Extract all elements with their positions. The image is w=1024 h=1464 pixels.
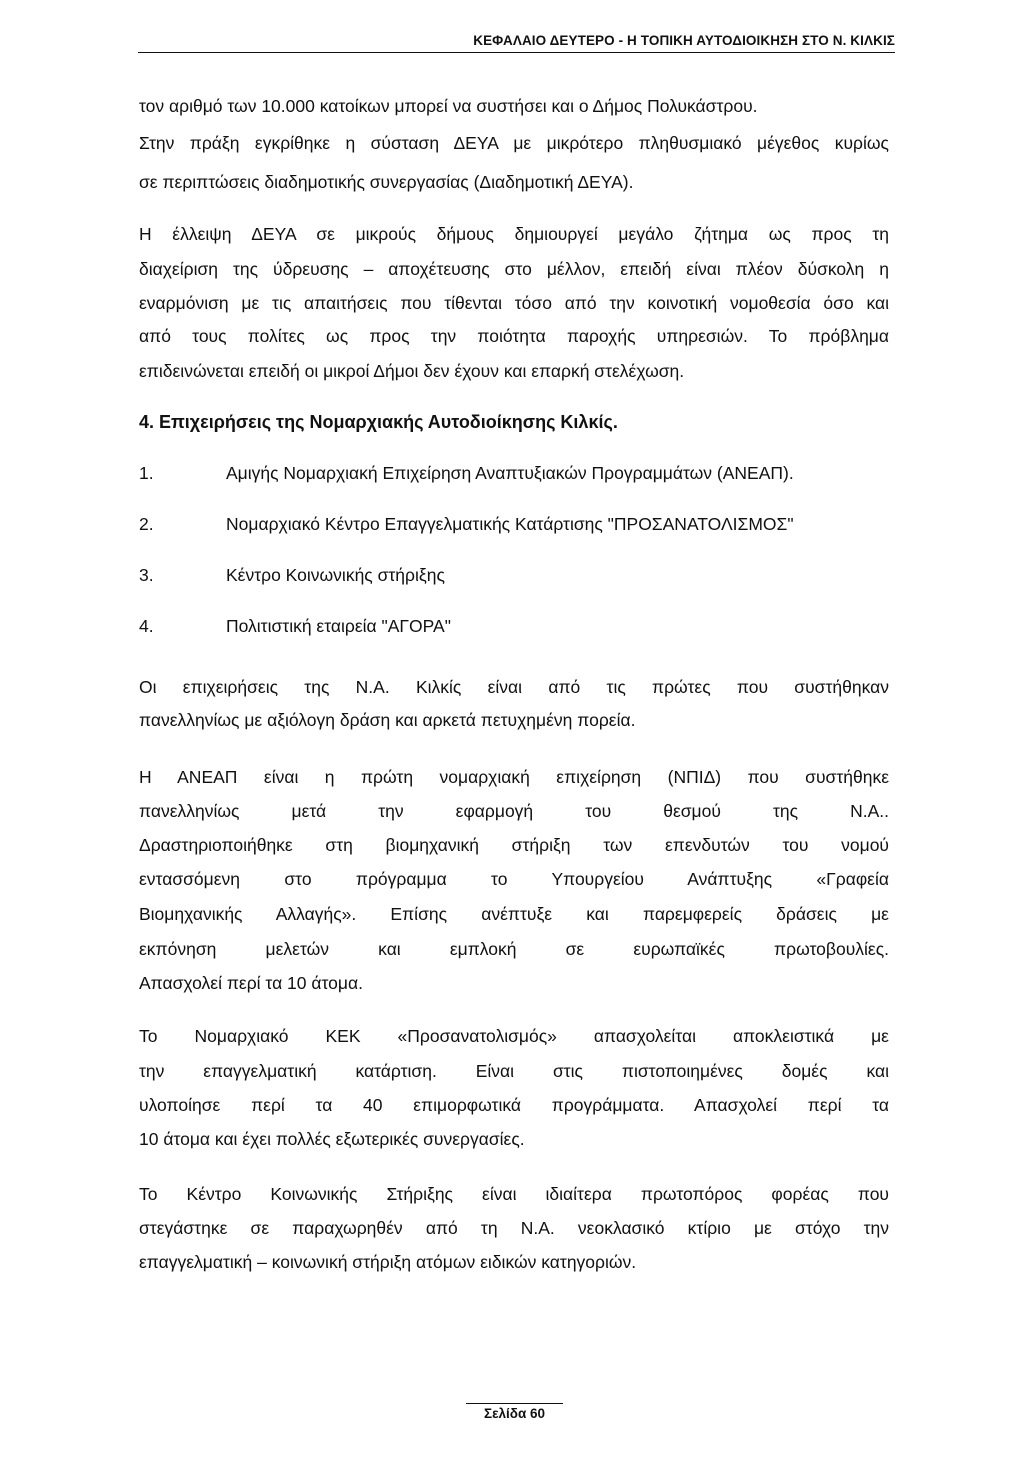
text-line: Βιομηχανικής Αλλαγής». Επίσης ανέπτυξε και παρεμφερείς δράσεις με [139,904,889,924]
footer-divider [466,1403,563,1404]
list-item-label: Αμιγής Νομαρχιακή Επιχείρηση Αναπτυξιακών Προγραμμάτων (ΑΝΕΑΠ). [226,463,794,483]
list-item-label: Πολιτιστική εταιρεία "ΑΓΟΡΑ" [226,616,451,636]
list-item-label: Κέντρο Κοινωνικής στήριξης [226,565,445,585]
header-divider [138,52,895,53]
text-line: 10 άτομα και έχει πολλές εξωτερικές συνεργασίες. [139,1129,525,1149]
text-line: τον αριθμό των 10.000 κατοίκων μπορεί να συστήσει και ο Δήμος Πολυκάστρου. [139,96,758,116]
text-line: Η ΑΝΕΑΠ είναι η πρώτη νομαρχιακή επιχείρηση (ΝΠΙΔ) που συστήθηκε [139,767,889,787]
text-line: στεγάστηκε σε παραχωρηθέν από τη Ν.Α. νεοκλασικό κτίριο με στόχο την [139,1218,889,1238]
text-line: Στην πράξη εγκρίθηκε η σύσταση ΔΕΥΑ με μικρότερο πληθυσμιακό μέγεθος κυρίως [139,133,889,153]
text-line: εναρμόνιση με τις απαιτήσεις που τίθενται τόσο από την κοινοτική νομοθεσία όσο και [139,293,889,313]
list-item-number: 1. [139,463,154,483]
text-line: επιδεινώνεται επειδή οι μικροί Δήμοι δεν έχουν και επαρκή στελέχωση. [139,361,685,381]
text-line: πανελληνίως με αξιόλογη δράση και αρκετά πετυχημένη πορεία. [139,710,636,730]
text-line: από τους πολίτες ως προς την ποιότητα παροχής υπηρεσιών. Το πρόβλημα [139,326,889,346]
text-line: Το Νομαρχιακό ΚΕΚ «Προσανατολισμός» απασχολείται αποκλειστικά με [139,1026,889,1046]
text-line: την επαγγελματική κατάρτιση. Είναι στις πιστοποιημένες δομές και [139,1061,889,1081]
text-line: πανελληνίως μετά την εφαρμογή του θεσμού της Ν.Α.. [139,801,889,821]
text-line: Δραστηριοποιήθηκε στη βιομηχανική στήριξη των επενδυτών του νομού [139,835,889,855]
text-line: επαγγελματική – κοινωνική στήριξη ατόμων ειδικών κατηγοριών. [139,1252,637,1272]
text-line: Η έλλειψη ΔΕΥΑ σε μικρούς δήμους δημιουργεί μεγάλο ζήτημα ως προς τη [139,224,889,244]
list-item-number: 4. [139,616,154,636]
text-line: Οι επιχειρήσεις της Ν.Α. Κιλκίς είναι από τις πρώτες που συστήθηκαν [139,677,889,697]
text-line: υλοποίησε περί τα 40 επιμορφωτικά προγράμματα. Απασχολεί περί τα [139,1095,889,1115]
list-item-number: 2. [139,514,154,534]
text-line: εντασσόμενη στο πρόγραμμα το Υπουργείου Ανάπτυξης «Γραφεία [139,869,889,889]
text-line: σε περιπτώσεις διαδημοτικής συνεργασίας (Διαδημοτική ΔΕΥΑ). [139,172,634,192]
list-item-label: Νομαρχιακό Κέντρο Επαγγελματικής Κατάρτισης "ΠΡΟΣΑΝΑΤΟΛΙΣΜΟΣ" [226,514,794,534]
section-heading: 4. Επιχειρήσεις της Νομαρχιακής Αυτοδιοίκησης Κιλκίς. [139,412,618,432]
text-line: Το Κέντρο Κοινωνικής Στήριξης είναι ιδιαίτερα πρωτοπόρος φορέας που [139,1184,889,1204]
text-line: εκπόνηση μελετών και εμπλοκή σε ευρωπαϊκές πρωτοβουλίες. [139,939,889,959]
text-line: διαχείριση της ύδρευσης – αποχέτευσης στο μέλλον, επειδή είναι πλέον δύσκολη η [139,259,889,279]
list-item-number: 3. [139,565,154,585]
text-line: Απασχολεί περί τα 10 άτομα. [139,973,363,993]
page-number: Σελίδα 60 [483,1406,546,1421]
running-header: ΚΕΦΑΛΑΙΟ ΔΕΥΤΕΡΟ - Η ΤΟΠΙΚΗ ΑΥΤΟΔΙΟΙΚΗΣΗ ΣΤΟ Ν. ΚΙΛΚΙΣ [473,33,895,48]
